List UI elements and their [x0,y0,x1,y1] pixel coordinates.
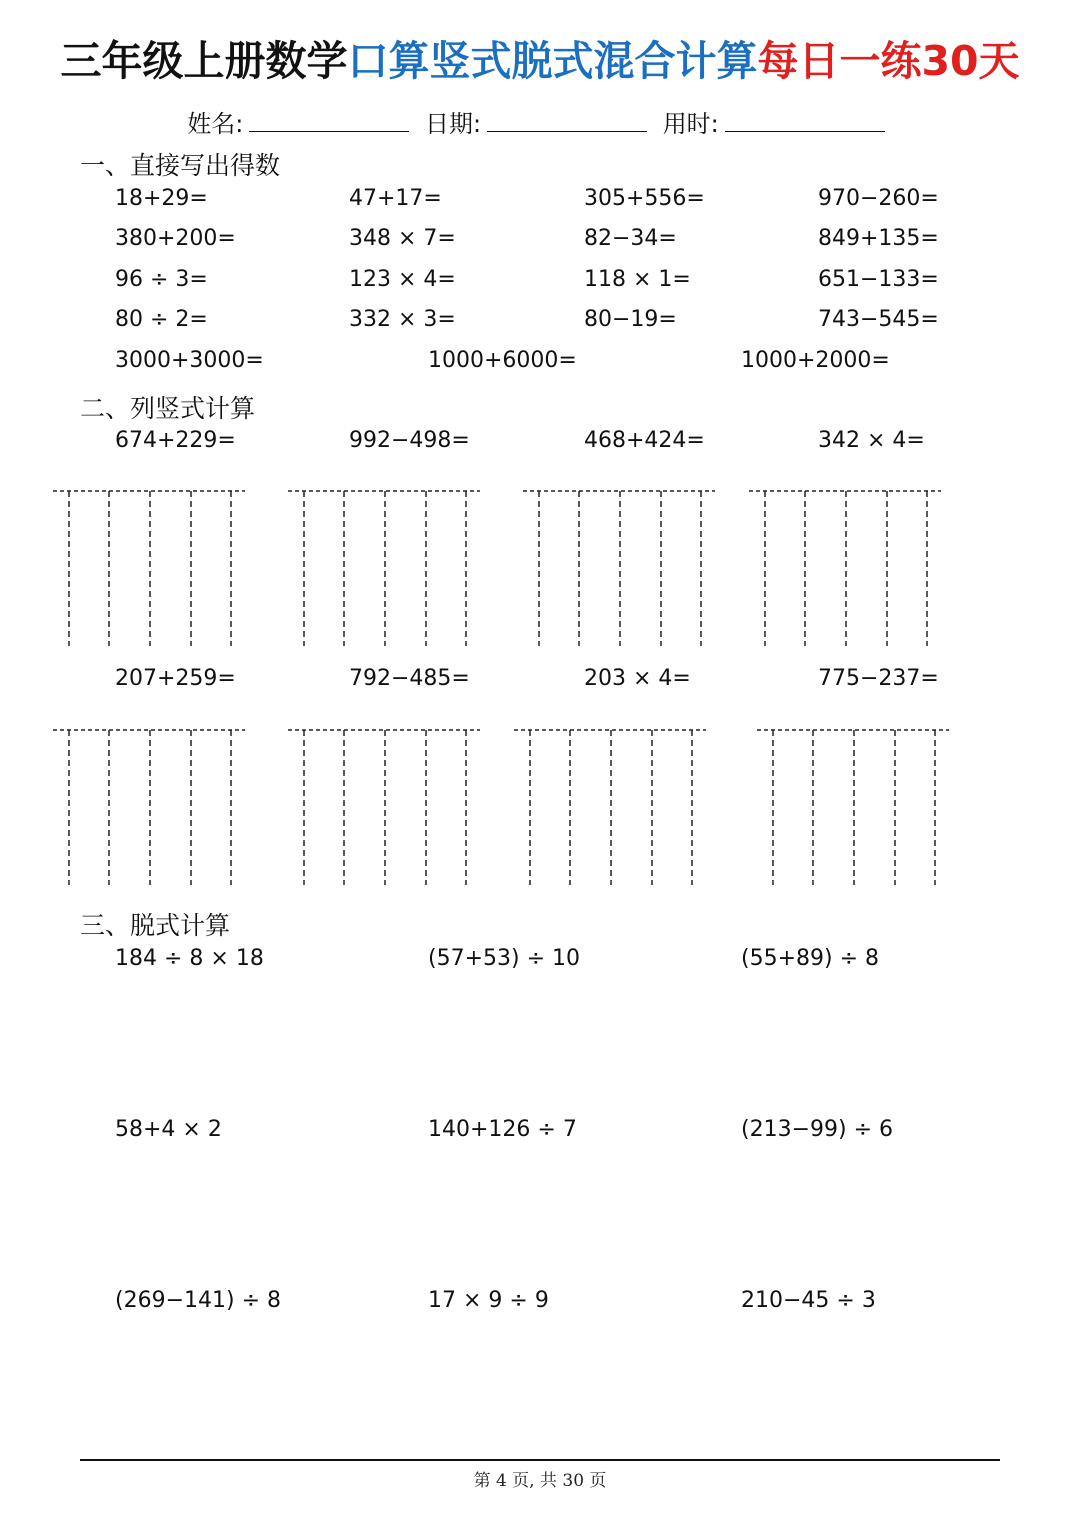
worksheet-title [0,28,1080,87]
work-grid [757,727,949,885]
work-grid [749,488,941,646]
vertical-item: 792−485= [349,666,470,691]
name-blank [249,111,409,132]
oral-item: 305+556= [584,186,705,211]
name-label: 姓名: [187,110,244,138]
oral-item: 80−19= [584,307,677,332]
stepwise-item: (269−141) ÷ 8 [115,1288,281,1313]
vertical-item: 342 × 4= [818,428,925,453]
oral-item: 651−133= [818,267,939,292]
stepwise-item: (57+53) ÷ 10 [428,946,581,971]
oral-item: 743−545= [818,307,939,332]
section3-title: 三、脱式计算 [80,911,231,940]
info-line [0,104,1080,139]
oral-item: 118 × 1= [584,267,691,292]
vertical-item: 775−237= [818,666,939,691]
oral-item: 80 ÷ 2= [115,307,208,332]
time-label: 用时: [662,110,719,138]
page-number: 第 4 页, 共 30 页 [473,1471,607,1491]
stepwise-item: 58+4 × 2 [115,1117,222,1142]
oral-item: 3000+3000= [115,348,264,373]
work-grid [514,727,706,885]
work-grid [288,488,480,646]
time-blank [725,111,885,132]
date-label: 日期: [424,110,482,138]
footer-divider [80,1459,1000,1461]
oral-item: 47+17= [349,186,442,211]
oral-item: 348 × 7= [349,226,456,251]
oral-item: 18+29= [115,186,208,211]
oral-item: 380+200= [115,226,236,251]
title-grade: 三年级上册数学 [60,37,348,85]
stepwise-item: (213−99) ÷ 6 [741,1117,894,1142]
oral-item: 970−260= [818,186,939,211]
work-grid [523,488,715,646]
work-grid [288,727,480,885]
stepwise-item: 140+126 ÷ 7 [428,1117,577,1142]
work-grid [53,727,245,885]
stepwise-item: 184 ÷ 8 × 18 [115,946,264,971]
work-grid [53,488,245,646]
title-daily: 每日一练30天 [757,37,1020,85]
section1-title: 一、直接写出得数 [80,151,281,180]
oral-item: 96 ÷ 3= [115,267,208,292]
stepwise-item: 210−45 ÷ 3 [741,1288,876,1313]
date-blank [487,111,647,132]
oral-item: 1000+6000= [428,348,577,373]
vertical-item: 203 × 4= [584,666,691,691]
vertical-item: 674+229= [115,428,236,453]
vertical-item: 207+259= [115,666,236,691]
oral-item: 82−34= [584,226,677,251]
vertical-item: 992−498= [349,428,470,453]
stepwise-item: (55+89) ÷ 8 [741,946,880,971]
title-topic: 口算竖式脱式混合计算 [347,37,758,85]
vertical-item: 468+424= [584,428,705,453]
oral-item: 849+135= [818,226,939,251]
oral-item: 1000+2000= [741,348,890,373]
oral-item: 123 × 4= [349,267,456,292]
stepwise-item: 17 × 9 ÷ 9 [428,1288,549,1313]
section2-title: 二、列竖式计算 [80,394,256,423]
oral-item: 332 × 3= [349,307,456,332]
